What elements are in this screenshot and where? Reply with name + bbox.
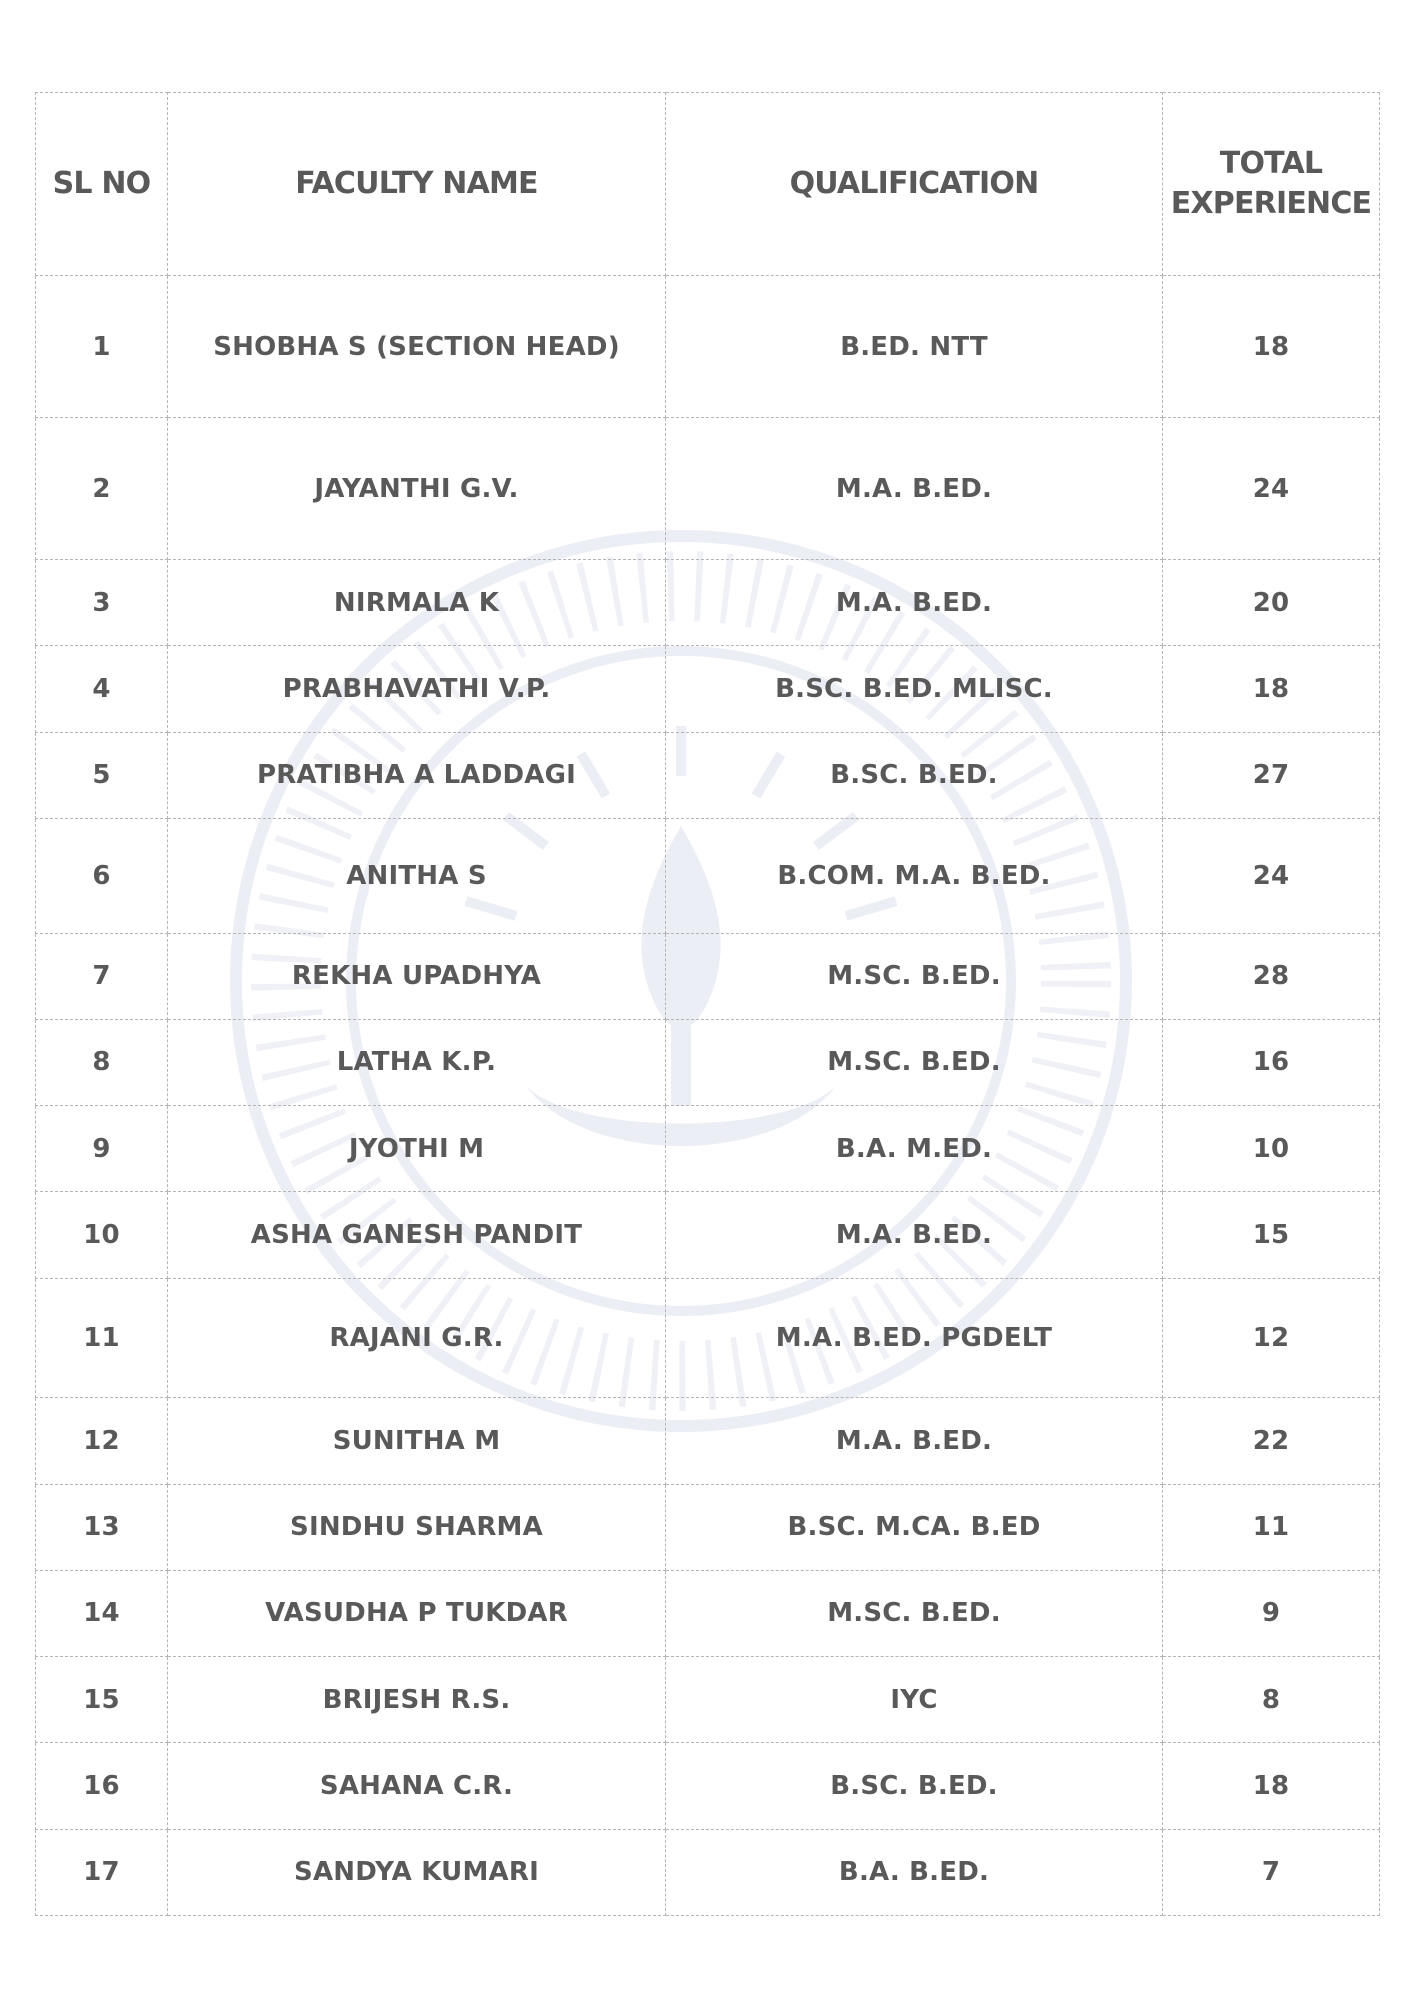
cell-sl-no: 13 bbox=[36, 1484, 168, 1570]
table-row bbox=[36, 732, 1380, 818]
cell-qualification: IYC bbox=[666, 1657, 1163, 1743]
cell-sl-no: 11 bbox=[36, 1278, 168, 1398]
cell-qualification: B.ED. NTT bbox=[666, 276, 1163, 418]
cell-faculty-name: PRABHAVATHI V.P. bbox=[168, 646, 666, 732]
cell-faculty-name: NIRMALA K bbox=[168, 560, 666, 646]
cell-sl-no: 15 bbox=[36, 1657, 168, 1743]
cell-qualification: B.COM. M.A. B.ED. bbox=[666, 818, 1163, 933]
cell-sl-no: 6 bbox=[36, 818, 168, 933]
table-row bbox=[36, 1829, 1380, 1915]
faculty-table bbox=[35, 92, 1380, 1916]
cell-faculty-name: SHOBHA S (SECTION HEAD) bbox=[168, 276, 666, 418]
header-faculty-name: FACULTY NAME bbox=[168, 93, 666, 276]
cell-sl-no: 5 bbox=[36, 732, 168, 818]
cell-sl-no: 3 bbox=[36, 560, 168, 646]
cell-experience: 27 bbox=[1163, 732, 1380, 818]
cell-faculty-name: SAHANA C.R. bbox=[168, 1743, 666, 1829]
cell-experience: 10 bbox=[1163, 1106, 1380, 1192]
table-row bbox=[36, 1019, 1380, 1105]
cell-experience: 20 bbox=[1163, 560, 1380, 646]
table-row bbox=[36, 646, 1380, 732]
cell-faculty-name: JAYANTHI G.V. bbox=[168, 418, 666, 560]
cell-faculty-name: REKHA UPADHYA bbox=[168, 933, 666, 1019]
cell-experience: 11 bbox=[1163, 1484, 1380, 1570]
cell-faculty-name: VASUDHA P TUKDAR bbox=[168, 1570, 666, 1656]
table-row bbox=[36, 560, 1380, 646]
cell-faculty-name: LATHA K.P. bbox=[168, 1019, 666, 1105]
header-total-experience: TOTAL EXPERIENCE bbox=[1163, 93, 1380, 276]
cell-experience: 7 bbox=[1163, 1829, 1380, 1915]
cell-faculty-name: SUNITHA M bbox=[168, 1398, 666, 1484]
cell-qualification: M.SC. B.ED. bbox=[666, 1019, 1163, 1105]
cell-sl-no: 10 bbox=[36, 1192, 168, 1278]
cell-experience: 24 bbox=[1163, 418, 1380, 560]
table-row bbox=[36, 418, 1380, 560]
cell-qualification: M.A. B.ED. bbox=[666, 1398, 1163, 1484]
table-row bbox=[36, 933, 1380, 1019]
cell-sl-no: 12 bbox=[36, 1398, 168, 1484]
table-row bbox=[36, 1278, 1380, 1398]
cell-sl-no: 17 bbox=[36, 1829, 168, 1915]
faculty-table-wrapper bbox=[35, 92, 1379, 1916]
cell-qualification: B.SC. B.ED. MLISC. bbox=[666, 646, 1163, 732]
table-row bbox=[36, 1657, 1380, 1743]
cell-experience: 24 bbox=[1163, 818, 1380, 933]
cell-qualification: M.A. B.ED. PGDELT bbox=[666, 1278, 1163, 1398]
cell-qualification: M.A. B.ED. bbox=[666, 418, 1163, 560]
cell-sl-no: 2 bbox=[36, 418, 168, 560]
cell-qualification: M.SC. B.ED. bbox=[666, 933, 1163, 1019]
cell-faculty-name: BRIJESH R.S. bbox=[168, 1657, 666, 1743]
cell-qualification: B.A. M.ED. bbox=[666, 1106, 1163, 1192]
cell-qualification: M.A. B.ED. bbox=[666, 560, 1163, 646]
cell-qualification: M.A. B.ED. bbox=[666, 1192, 1163, 1278]
cell-faculty-name: RAJANI G.R. bbox=[168, 1278, 666, 1398]
cell-experience: 9 bbox=[1163, 1570, 1380, 1656]
cell-qualification: B.A. B.ED. bbox=[666, 1829, 1163, 1915]
cell-sl-no: 14 bbox=[36, 1570, 168, 1656]
cell-experience: 16 bbox=[1163, 1019, 1380, 1105]
cell-sl-no: 16 bbox=[36, 1743, 168, 1829]
cell-qualification: B.SC. B.ED. bbox=[666, 1743, 1163, 1829]
cell-faculty-name: ANITHA S bbox=[168, 818, 666, 933]
cell-faculty-name: SANDYA KUMARI bbox=[168, 1829, 666, 1915]
cell-experience: 12 bbox=[1163, 1278, 1380, 1398]
cell-sl-no: 4 bbox=[36, 646, 168, 732]
cell-sl-no: 7 bbox=[36, 933, 168, 1019]
cell-experience: 15 bbox=[1163, 1192, 1380, 1278]
table-row bbox=[36, 276, 1380, 418]
table-header-row bbox=[36, 93, 1380, 276]
cell-experience: 18 bbox=[1163, 646, 1380, 732]
table-row bbox=[36, 1398, 1380, 1484]
cell-qualification: M.SC. B.ED. bbox=[666, 1570, 1163, 1656]
cell-experience: 22 bbox=[1163, 1398, 1380, 1484]
cell-experience: 28 bbox=[1163, 933, 1380, 1019]
table-row bbox=[36, 1192, 1380, 1278]
cell-experience: 18 bbox=[1163, 276, 1380, 418]
cell-sl-no: 9 bbox=[36, 1106, 168, 1192]
cell-experience: 18 bbox=[1163, 1743, 1380, 1829]
table-row bbox=[36, 1743, 1380, 1829]
table-row bbox=[36, 1570, 1380, 1656]
table-row bbox=[36, 1106, 1380, 1192]
header-qualification: QUALIFICATION bbox=[666, 93, 1163, 276]
table-row bbox=[36, 818, 1380, 933]
cell-qualification: B.SC. M.CA. B.ED bbox=[666, 1484, 1163, 1570]
cell-faculty-name: ASHA GANESH PANDIT bbox=[168, 1192, 666, 1278]
cell-faculty-name: SINDHU SHARMA bbox=[168, 1484, 666, 1570]
table-row bbox=[36, 1484, 1380, 1570]
cell-experience: 8 bbox=[1163, 1657, 1380, 1743]
cell-faculty-name: JYOTHI M bbox=[168, 1106, 666, 1192]
header-sl-no: SL NO bbox=[36, 93, 168, 276]
cell-sl-no: 8 bbox=[36, 1019, 168, 1105]
cell-faculty-name: PRATIBHA A LADDAGI bbox=[168, 732, 666, 818]
cell-qualification: B.SC. B.ED. bbox=[666, 732, 1163, 818]
cell-sl-no: 1 bbox=[36, 276, 168, 418]
